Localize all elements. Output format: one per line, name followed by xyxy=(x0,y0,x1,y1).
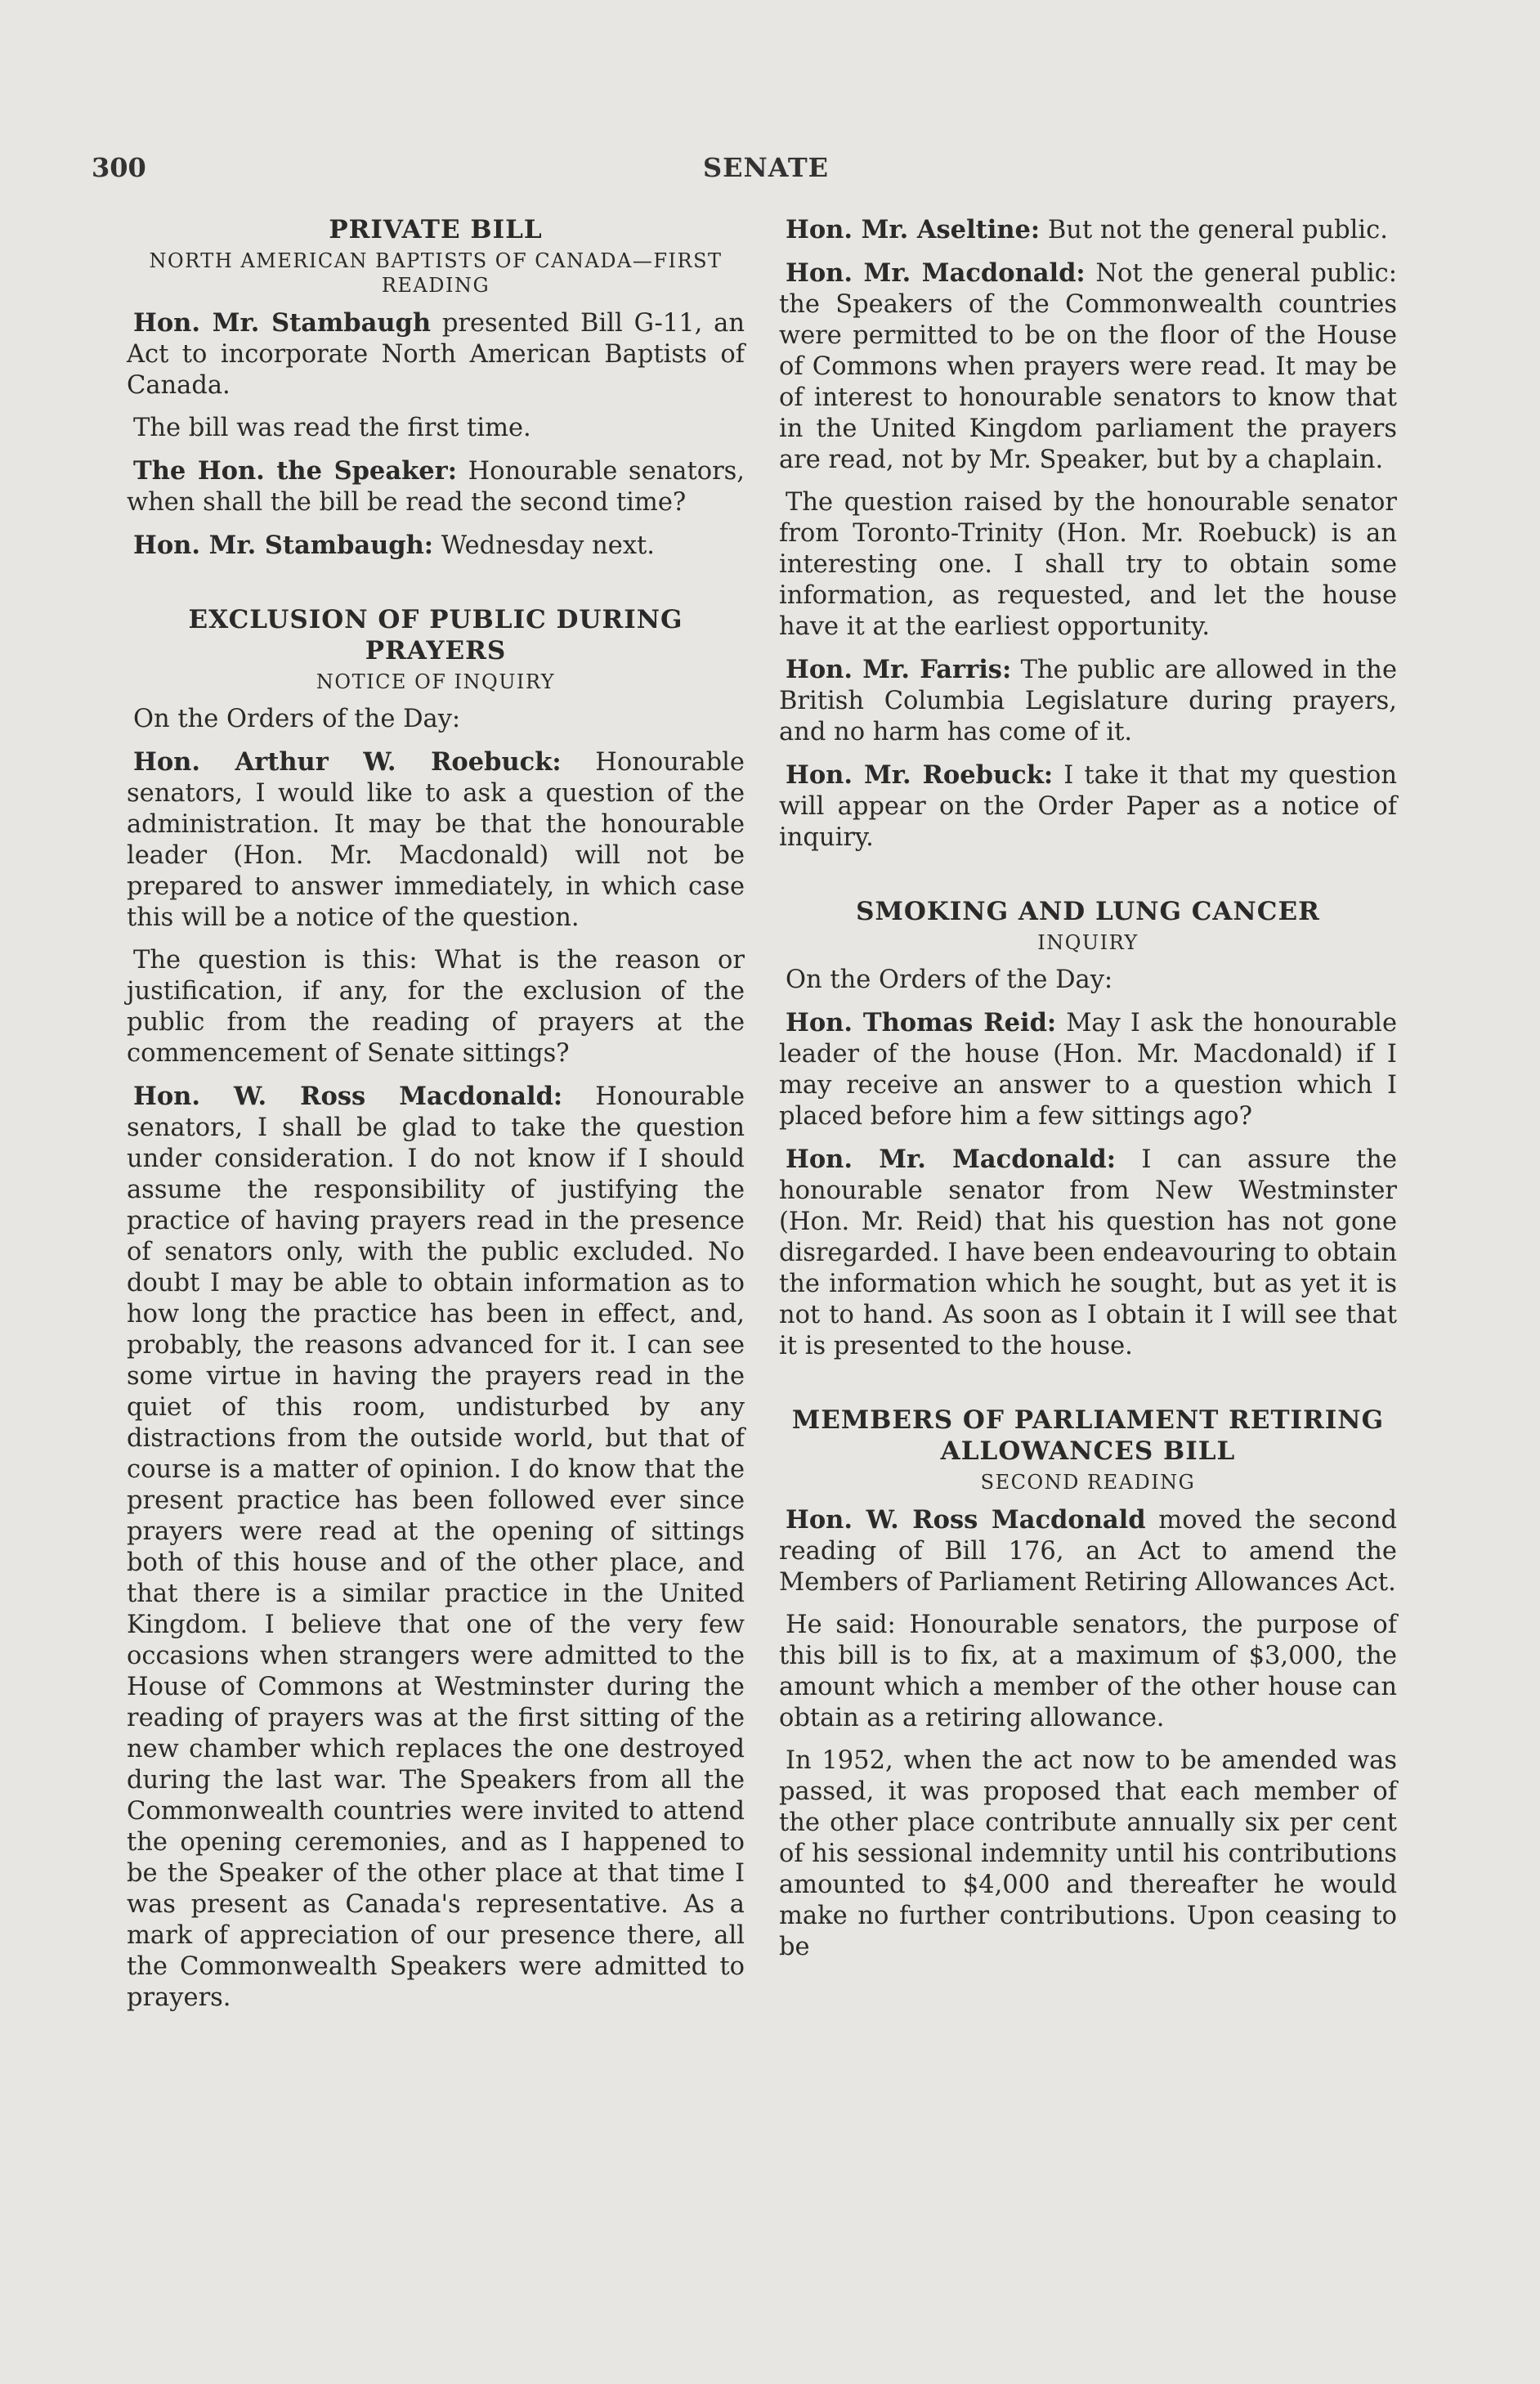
speaker-name: Hon. Mr. Stambaugh: xyxy=(133,531,434,560)
left-column xyxy=(127,214,745,2025)
speaker-name: Hon. W. Ross Macdonald xyxy=(786,1505,1146,1535)
right-column xyxy=(779,214,1397,1974)
subheading-first-reading: NORTH AMERICAN BAPTISTS OF CANADA—FIRST READING xyxy=(149,249,723,297)
paragraph xyxy=(779,1144,1397,1362)
speech-text: I can assure the honourable senator from New Westminster (Hon. Mr. Reid) that his question has not gone disregarded. I have been endeavouring to obtain the information which he sought, but as yet it is not to hand. As soon as I obtain it I will see that it is presented to the house. xyxy=(779,1145,1398,1360)
speaker-name: Hon. Mr. Farris: xyxy=(786,655,1012,684)
paragraph xyxy=(779,258,1397,476)
heading-retiring-allowances-bill: MEMBERS OF PARLIAMENT RETIRING ALLOWANCES BILL xyxy=(791,1405,1385,1466)
speech-text: May I ask the honourable leader of the house (Hon. Mr. Macdonald) if I may receive an answer to a question which I placed before him a few sittings ago? xyxy=(779,1009,1397,1131)
subheading-notice-of-inquiry: NOTICE OF INQUIRY xyxy=(316,670,556,693)
paragraph xyxy=(779,760,1397,854)
paragraph xyxy=(127,307,745,401)
speaker-name: Hon. Mr. Macdonald: xyxy=(786,258,1086,288)
speech-text: The public are allowed in the British Columbia Legislature during prayers, and no harm has come of it. xyxy=(779,656,1398,746)
paragraph xyxy=(779,1504,1397,1598)
speech-text: Honourable senators, I shall be glad to take the question under consideration. I do not know if I should assume the responsibility of justifying the practice of having prayers read in the presence of senators only, with the public excluded. No doubt I may be able to obtain information as to how long the practice has been in effect, and, probably, the reasons advanced for it. I can see some virtue in having the prayers read in the quiet of this room, undisturbed by any distractions from the outside world, but that of course is a matter of opinion. I do know that the present practice has been followed ever since prayers were read at the opening of sittings both of this house and of the other place, and that there is a similar practice in the United Kingdom. I believe that one of the very few occasions when strangers were admitted to the House of Commons at Westminster during the reading of prayers was at the first sitting of the new chamber which replaces the one destroyed during the last war. The Speakers from all the Commonwealth countries were invited to attend the opening ceremonies, and as I happened to be the Speaker of the other place at that time I was present as Canada's representative. As a mark of appreciation of our presence there, all the Commonwealth Speakers were admitted to prayers. xyxy=(127,1082,745,2012)
paragraph: He said: Honourable senators, the purpose of this bill is to fix, at a maximum of $3,000, the amount which a member of the other house can obtain as a retiring allowance. xyxy=(779,1611,1397,1732)
paragraph xyxy=(127,746,745,934)
speaker-name: Hon. W. Ross Macdonald: xyxy=(133,1082,563,1111)
speech-text: Honourable senators, I would like to ask a question of the administration. It may be that the honourable leader (Hon. Mr. Macdonald) will not be prepared to answer immediately, in which case this will be a notice of the question. xyxy=(127,748,745,932)
speech-text: I take it that my question will appear on the Order Paper as a notice of inquiry. xyxy=(779,761,1397,852)
heading-smoking-and-lung-cancer: SMOKING AND LUNG CANCER xyxy=(856,897,1320,926)
subheading-inquiry: INQUIRY xyxy=(1037,931,1139,954)
page-number: 300 xyxy=(92,152,146,183)
speech-text: Wednesday next. xyxy=(433,531,655,560)
speech-text: Honourable senators, when shall the bill be read the second time? xyxy=(127,457,745,517)
paragraph xyxy=(779,1007,1397,1132)
paragraph: The question is this: What is the reason or justification, if any, for the exclusion of the public from the reading of prayers at the commencement of Senate sittings? xyxy=(127,946,745,1068)
speaker-name: Hon. Thomas Reid: xyxy=(786,1008,1057,1037)
speech-text: But not the general public. xyxy=(1040,216,1388,244)
paragraph: The bill was read the first time. xyxy=(133,414,531,442)
paragraph: On the Orders of the Day: xyxy=(133,705,461,733)
speaker-name: Hon. Mr. Stambaugh xyxy=(133,308,432,338)
speaker-name: Hon. Mr. Roebuck: xyxy=(786,760,1054,790)
paragraph xyxy=(127,1081,745,2014)
paragraph: On the Orders of the Day: xyxy=(786,966,1113,994)
speaker-name: Hon. Arthur W. Roebuck: xyxy=(133,747,562,777)
heading-private-bill: PRIVATE BILL xyxy=(329,215,543,244)
paragraph: In 1952, when the act now to be amended was passed, it was proposed that each member of the other place contribute annually six per cent of his sessional indemnity until his contributions amounted to $4,000 and thereafter he would make no further contributions. Upon ceasing to be xyxy=(779,1746,1397,1961)
speech-text: moved the second reading of Bill 176, an Act to amend the Members of Parliament Retiring Allowances Act. xyxy=(779,1506,1398,1597)
paragraph xyxy=(127,530,745,562)
speech-text: presented Bill G-11, an Act to incorporate North American Baptists of Canada. xyxy=(127,309,745,400)
paragraph: The question raised by the honourable senator from Toronto-Trinity (Hon. Mr. Roebuck) is an interesting one. I shall try to obtain some information, as requested, and let the house have it at the earliest opportunity. xyxy=(779,488,1397,641)
subheading-second-reading: SECOND READING xyxy=(980,1471,1196,1494)
speaker-name: Hon. Mr. Macdonald: xyxy=(786,1145,1116,1174)
paragraph xyxy=(127,455,745,518)
heading-exclusion-of-public: EXCLUSION OF PUBLIC DURING PRAYERS xyxy=(188,605,683,665)
speech-text: Not the general public: the Speakers of the Commonwealth countries were permitted to be on the floor of the House of Commons when prayers were read. It may be of interest to honourable senators to know that in the United Kingdom parliament the prayers are read, not by Mr. Speaker, but by a chaplain. xyxy=(779,259,1397,474)
speaker-name: The Hon. the Speaker: xyxy=(133,456,457,486)
speaker-name: Hon. Mr. Aseltine: xyxy=(786,215,1041,244)
page-title: SENATE xyxy=(702,152,830,183)
paragraph xyxy=(779,654,1397,748)
paragraph xyxy=(779,214,1397,246)
